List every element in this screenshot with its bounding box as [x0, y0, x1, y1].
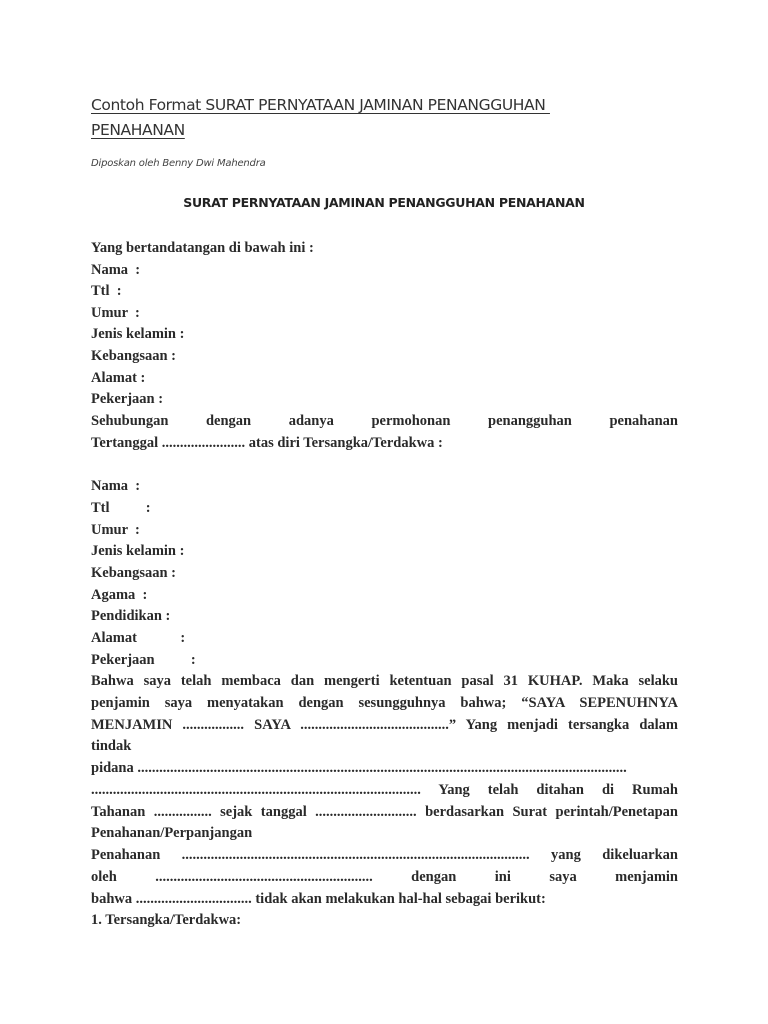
- suspect-field-address: Alamat :: [91, 630, 186, 646]
- suspect-field-religion: Agama :: [91, 587, 148, 603]
- paragraph-2-line: bahwa ................................ tidak akan melakukan hal-hal sebagai berikut:: [91, 891, 546, 907]
- paragraph-2-line: MENJAMIN ................. SAYA .........................................” Yang menjadi tersangka dalam: [91, 717, 678, 733]
- guarantor-field-address: Alamat :: [91, 370, 146, 386]
- suspect-field-occupation: Pekerjaan :: [91, 652, 196, 668]
- guarantor-field-gender: Jenis kelamin :: [91, 326, 185, 342]
- paragraph-2-line: Penahanan/Perpanjangan: [91, 825, 253, 841]
- suspect-field-gender: Jenis kelamin :: [91, 543, 185, 559]
- guarantor-field-nationality: Kebangsaan :: [91, 348, 177, 364]
- paragraph-1-line: Tertanggal ....................... atas diri Tersangka/Terdakwa :: [91, 435, 443, 451]
- paragraph-2-line: Tahanan ................ sejak tanggal ............................ berdasarkan Surat perintah/Penetapan: [91, 804, 678, 820]
- guarantor-field-ttl: Ttl :: [91, 283, 122, 299]
- list-item-1: 1. Tersangka/Terdakwa:: [91, 912, 242, 928]
- document-title-line-2[interactable]: PENAHANAN: [91, 121, 185, 139]
- suspect-field-nationality: Kebangsaan :: [91, 565, 177, 581]
- paragraph-2-line: tindak: [91, 738, 132, 754]
- paragraph-2-line: Bahwa saya telah membaca dan mengerti ketentuan pasal 31 KUHAP. Maka selaku: [91, 673, 678, 689]
- suspect-field-education: Pendidikan :: [91, 608, 171, 624]
- guarantor-field-name: Nama :: [91, 262, 141, 278]
- paragraph-1-line: Sehubungan dengan adanya permohonan penangguhan penahanan: [91, 413, 678, 429]
- paragraph-2-line: Penahanan ................................................................................................ yang dikeluarkan: [91, 847, 678, 863]
- suspect-field-age: Umur :: [91, 522, 140, 538]
- document-title-line-1[interactable]: Contoh Format SURAT PERNYATAAN JAMINAN PENANGGUHAN: [91, 96, 550, 114]
- guarantor-field-occupation: Pekerjaan :: [91, 391, 164, 407]
- intro-text: Yang bertandatangan di bawah ini :: [91, 240, 314, 256]
- letter-heading: SURAT PERNYATAAN JAMINAN PENANGGUHAN PENAHANAN: [183, 195, 585, 210]
- suspect-field-name: Nama :: [91, 478, 141, 494]
- posted-by: Diposkan oleh Benny Dwi Mahendra: [91, 158, 266, 169]
- guarantor-field-age: Umur :: [91, 305, 140, 321]
- paragraph-2-line: pidana .......................................................................................................................................: [91, 760, 627, 776]
- paragraph-2-line: oleh ............................................................ dengan ini saya menjamin: [91, 869, 678, 885]
- paragraph-2-line: ........................................................................................... Yang telah ditahan di Rumah: [91, 782, 678, 798]
- suspect-field-ttl: Ttl :: [91, 500, 151, 516]
- paragraph-2-line: penjamin saya menyatakan dengan sesungguhnya bahwa; “SAYA SEPENUHNYA: [91, 695, 678, 711]
